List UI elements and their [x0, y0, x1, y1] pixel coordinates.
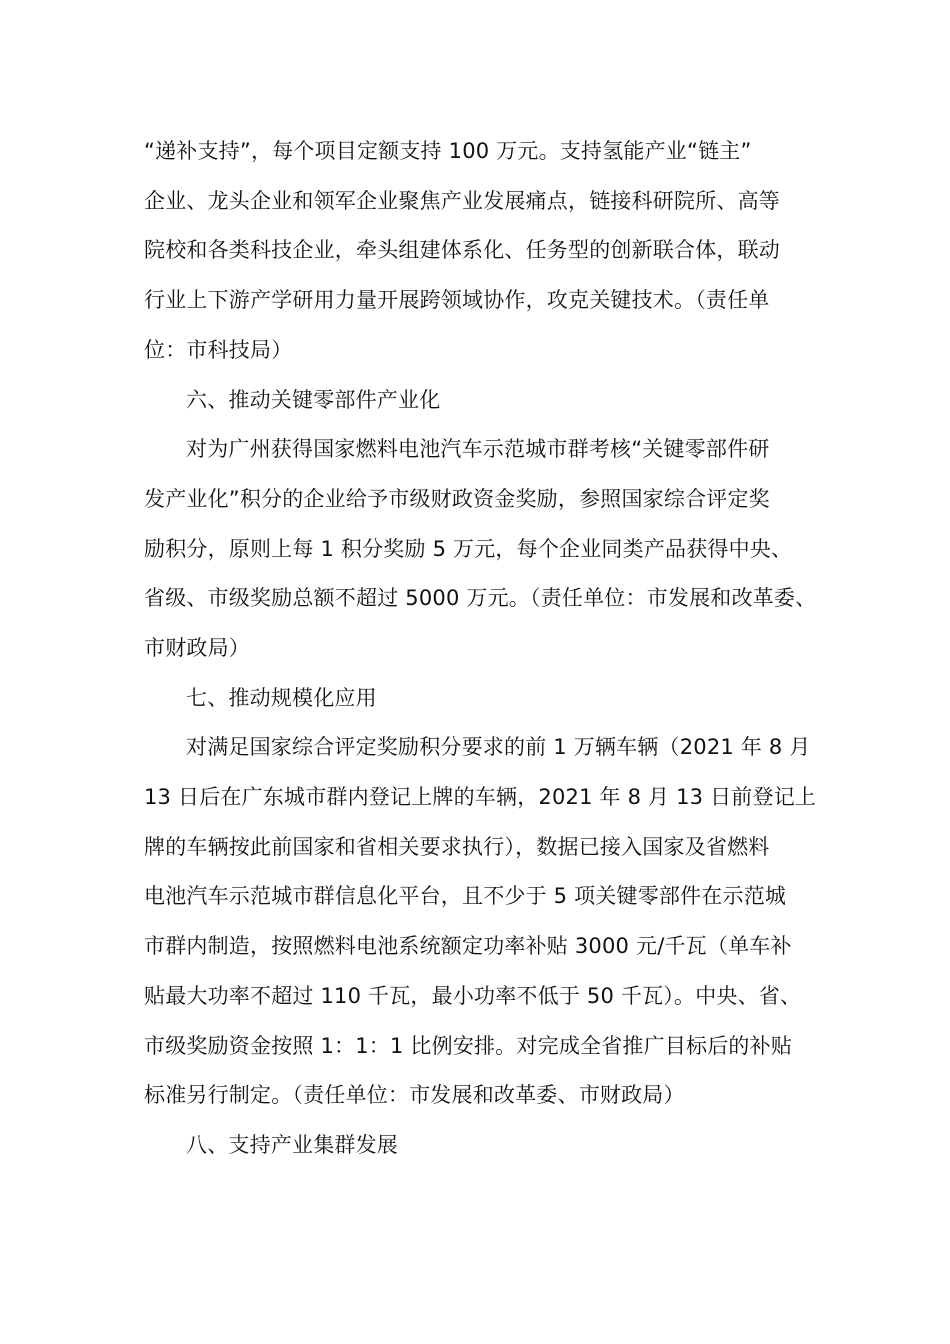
paragraph-line: 标准另行制定。（责任单位：市发展和改革委、市财政局） — [144, 1083, 685, 1107]
section-heading-7: 七、推动规模化应用 — [186, 686, 377, 710]
paragraph-line: 市财政局） — [144, 636, 250, 660]
paragraph-line: 励积分，原则上每 1 积分奖励 5 万元，每个企业同类产品获得中央、 — [144, 537, 793, 561]
paragraph-line: 13 日后在广东城市群内登记上牌的车辆，2021 年 8 月 13 日前登记上 — [144, 785, 817, 809]
paragraph-line: 对满足国家综合评定奖励积分要求的前 1 万辆车辆（2021 年 8 月 — [186, 735, 811, 759]
paragraph-line: 对为广州获得国家燃料电池汽车示范城市群考核“关键零部件研 — [186, 437, 770, 461]
paragraph-line: 院校和各类科技企业，牵头组建体系化、任务型的创新联合体，联动 — [144, 238, 780, 262]
paragraph-line: “递补支持”，每个项目定额支持 100 万元。支持氢能产业“链主” — [144, 139, 752, 163]
paragraph-line: 贴最大功率不超过 110 千瓦，最小功率不低于 50 千瓦）。中央、省、 — [144, 984, 802, 1008]
paragraph-line: 市群内制造，按照燃料电池系统额定功率补贴 3000 元/千瓦（单车补 — [144, 934, 792, 958]
paragraph-line: 位：市科技局） — [144, 338, 293, 362]
paragraph-line: 企业、龙头企业和领军企业聚焦产业发展痛点，链接科研院所、高等 — [144, 189, 780, 213]
section-heading-8: 八、支持产业集群发展 — [186, 1133, 398, 1157]
paragraph-line: 发产业化”积分的企业给予市级财政资金奖励，参照国家综合评定奖 — [144, 487, 770, 511]
section-heading-6: 六、推动关键零部件产业化 — [186, 388, 441, 412]
paragraph-line: 电池汽车示范城市群信息化平台，且不少于 5 项关键零部件在示范城 — [144, 884, 787, 908]
paragraph-line: 牌的车辆按此前国家和省相关要求执行），数据已接入国家及省燃料 — [144, 835, 770, 859]
paragraph-line: 市级奖励资金按照 1：1：1 比例安排。对完成全省推广目标后的补贴 — [144, 1034, 793, 1058]
paragraph-line: 省级、市级奖励总额不超过 5000 万元。（责任单位：市发展和改革委、 — [144, 586, 817, 610]
paragraph-line: 行业上下游产学研用力量开展跨领域协作，攻克关键技术。（责任单 — [144, 288, 770, 312]
